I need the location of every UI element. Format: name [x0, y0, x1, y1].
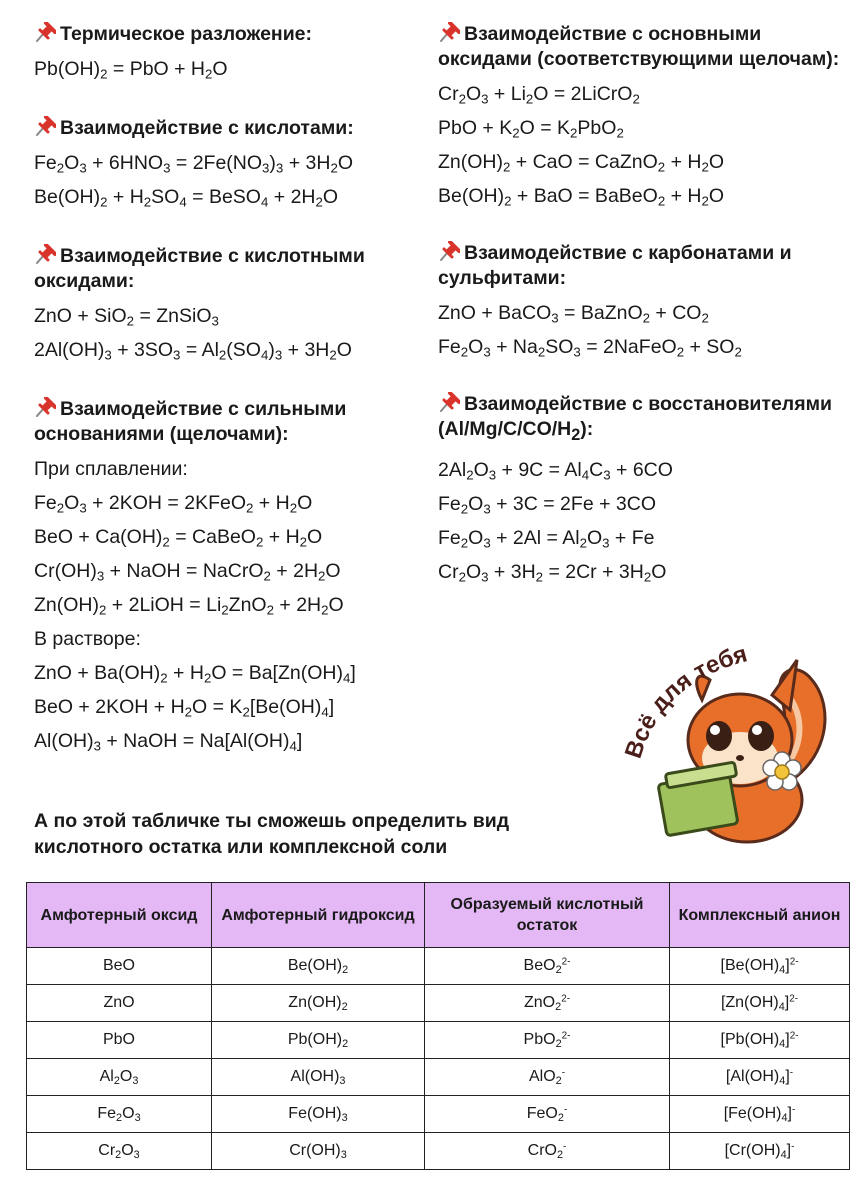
section-heading [34, 244, 429, 294]
reaction-section [34, 22, 429, 86]
amphoteric-table [26, 882, 850, 1170]
table-cell: $Be(OH)_2$ [212, 948, 425, 985]
equation: $Fe_2O_3 + 2Al = Al_2O_3 + Fe$ [438, 526, 655, 551]
table-header-cell: Комплексный анион [670, 883, 850, 948]
section-heading [438, 22, 848, 72]
equation: $Pb(OH)_2$ = PbO + $H_2O$ [34, 58, 228, 82]
equation: BeO + $Ca(OH)_2$ = CaBeO$_2$ + $H_2O$ [34, 526, 323, 550]
table-cell: $Al_2O_3$ [27, 1059, 212, 1096]
equation: $Zn(OH)_2$ + CaO = CaZnO$_2$ + $H_2O$ [438, 151, 725, 175]
pushpin-icon [34, 22, 56, 42]
table-cell: $Zn(OH)_2$ [212, 985, 425, 1022]
equation: $Fe_2O_3 + 2KOH$ = 2KFeO$_2$ + $H_2O$ [34, 492, 313, 516]
reaction-section [34, 397, 429, 758]
table-cell: $[Cr(OH)_4]^-$ [670, 1133, 850, 1170]
reaction-section [438, 241, 848, 364]
pushpin-icon [34, 397, 56, 417]
equation: $Fe_2O_3 + 6HNO_3 = 2Fe(NO_3)_3 + 3H_2O$ [34, 152, 353, 176]
table-cell: $[Pb(OH)_4]^{2-}$ [670, 1022, 850, 1059]
pushpin-icon [438, 392, 460, 412]
reaction-section [438, 22, 848, 213]
section-title: Взаимодействие с кислотными оксидами: [34, 245, 365, 292]
section-heading [34, 22, 429, 47]
equation: $Zn(OH)_2$ + 2LiOH = $Li_2ZnO_2 + 2H_2O$ [34, 594, 344, 618]
table-cell: AlO$_2$- [425, 1059, 670, 1096]
pushpin-icon [34, 116, 56, 136]
right-column [438, 22, 848, 617]
table-intro-note: А по этой табличке ты сможешь определить вид кислотного остатка или комплексной соли [34, 810, 510, 858]
pushpin-icon [438, 241, 460, 261]
section-title: Взаимодействие с восстановителями $(Al/Mg/C/CO/H_2)$: [438, 393, 832, 444]
table-header-row [27, 883, 850, 948]
equation: $Be(OH)_2 + H_2SO_4$ = BeSO$_4$ + $2H_2O$ [34, 186, 339, 210]
reaction-section [34, 244, 429, 367]
equation: $Cr_2O_3 + 3H_2 = 2Cr + 3H_2O$ [438, 560, 667, 585]
section-title: Термическое разложение: [60, 23, 313, 45]
equation: BeO + $2KOH + H_2O = K_2[Be(OH)_4]$ [34, 696, 335, 720]
table-cell: ZnO [27, 985, 212, 1022]
table-row [27, 948, 850, 985]
table-cell: ZnO$_2^{2-}$ [425, 985, 670, 1022]
section-heading [438, 241, 848, 291]
section-heading [34, 397, 429, 447]
table-cell: BeO [27, 948, 212, 985]
table-cell: BeO$_2^{2-}$ [425, 948, 670, 985]
section-title: Взаимодействие с кислотами: [60, 117, 354, 139]
pushpin-icon [34, 244, 56, 264]
table-header-cell: Образуемый кислотный остаток [425, 883, 670, 948]
table-cell: CrO$_2$- [425, 1133, 670, 1170]
table-cell: $Pb(OH)_2$ [212, 1022, 425, 1059]
equation: $Al(OH)_3$ + NaOH = $Na[Al(OH)_4]$ [34, 730, 303, 754]
table-cell: $Cr_2O_3$ [27, 1133, 212, 1170]
section-title: Взаимодействие с сильными основаниями (щелочами): [34, 398, 347, 445]
section-heading [34, 116, 429, 141]
equation: PbO + $K_2O = K_2PbO_2$ [438, 117, 624, 141]
equation: $2Al_2O_3 + 9C = Al_4C_3 + 6CO$ [438, 458, 673, 483]
table-cell: PbO [27, 1022, 212, 1059]
table-cell: $[Zn(OH)_4]^{2-}$ [670, 985, 850, 1022]
equation: $Fe_2O_3 + Na_2SO_3$ = 2NaFeO$_2$ + $SO_2$ [438, 336, 742, 360]
section-title: Взаимодействие с карбонатами и сульфитами: [438, 242, 792, 289]
table-cell: $[Al(OH)_4]^-$ [670, 1059, 850, 1096]
sticker-text: Всё для тебя [622, 640, 751, 762]
equation: $Cr(OH)_3$ + NaOH = NaCrO$_2$ + $2H_2O$ [34, 560, 341, 584]
table-cell: $Fe_2O_3$ [27, 1096, 212, 1133]
table-header-cell: Амфотерный гидроксид [212, 883, 425, 948]
equation: ZnO + $Ba(OH)_2 + H_2O = Ba[Zn(OH)_4]$ [34, 662, 356, 686]
table-cell: $Fe(OH)_3$ [212, 1096, 425, 1133]
table-cell: FeO$_2$- [425, 1096, 670, 1133]
condition-label: При сплавлении: [34, 458, 188, 480]
equation: $2Al(OH)_3 + 3SO_3 = Al_2(SO_4)_3 + 3H_2O$ [34, 339, 352, 363]
equation: ZnO + BaCO$_3$ = BaZnO$_2$ + $CO_2$ [438, 302, 709, 326]
table-row [27, 1022, 850, 1059]
table-cell: $Cr(OH)_3$ [212, 1133, 425, 1170]
table-body [27, 948, 850, 1170]
condition-label: В растворе: [34, 628, 141, 650]
pushpin-icon [438, 22, 460, 42]
squirrel-sticker [622, 640, 838, 850]
table-cell: $Al(OH)_3$ [212, 1059, 425, 1096]
section-title: Взаимодействие с основными оксидами (соответствующими щелочам): [438, 23, 840, 70]
reaction-section [34, 116, 429, 214]
squirrel-icon [622, 640, 838, 850]
equation: $Cr_2O_3 + Li_2O$ = 2LiCrO$_2$ [438, 83, 640, 107]
table-row [27, 1059, 850, 1096]
table-row [27, 1133, 850, 1170]
table-cell: PbO$_2^{2-}$ [425, 1022, 670, 1059]
equation: ZnO + SiO$_2$ = ZnSiO$_3$ [34, 305, 219, 329]
table-row [27, 985, 850, 1022]
left-column [34, 22, 429, 788]
equation: $Be(OH)_2$ + BaO = BaBeO$_2$ + $H_2O$ [438, 185, 725, 209]
equation: $Fe_2O_3 + 3C = 2Fe + 3CO$ [438, 492, 656, 517]
reaction-section [438, 392, 848, 589]
table-cell: $[Be(OH)_4]^{2-}$ [670, 948, 850, 985]
table-header-cell: Амфотерный оксид [27, 883, 212, 948]
section-heading [438, 392, 848, 448]
table-cell: $[Fe(OH)_4]^-$ [670, 1096, 850, 1133]
table-row [27, 1096, 850, 1133]
